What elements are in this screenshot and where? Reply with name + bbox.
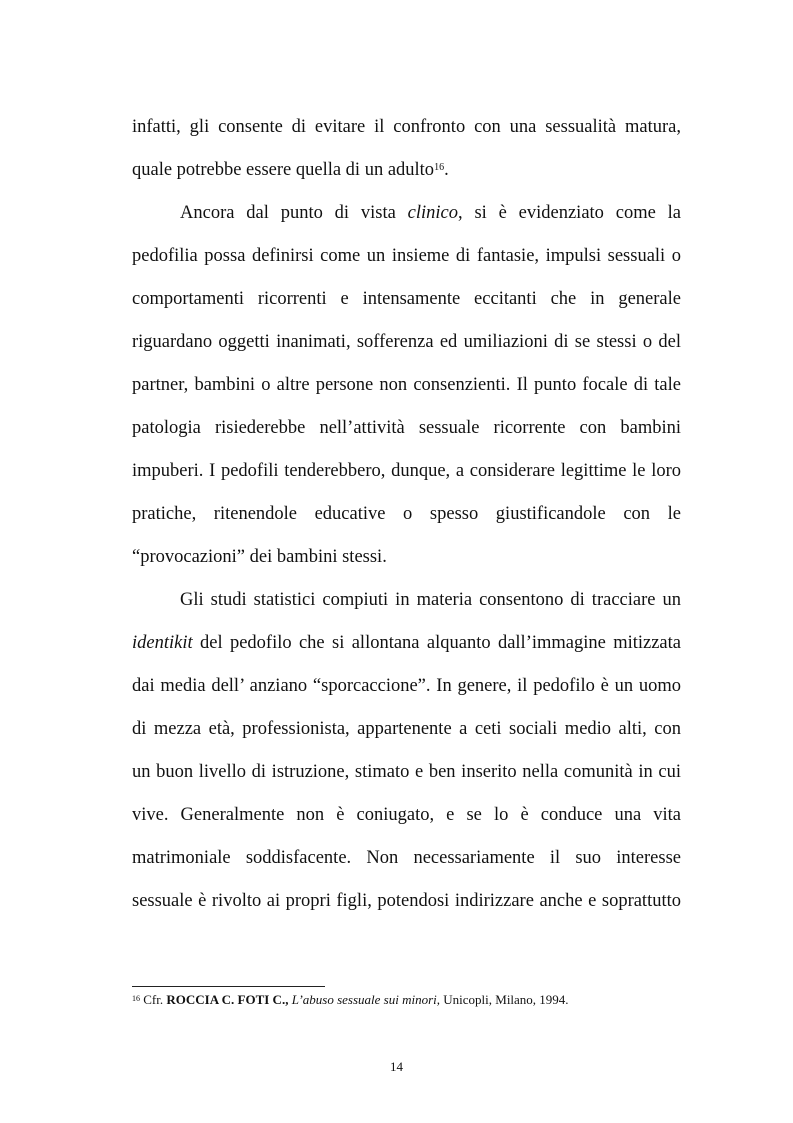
paragraph-2-line-7: impuberi. I pedofili tenderebbero, dunque, a considerare legittime le loro	[132, 461, 681, 481]
paragraph-1-line-2-end: .	[444, 160, 449, 180]
footnote-authors: ROCCIA C. FOTI C.,	[166, 992, 289, 1007]
paragraph-2-line-1-a: Ancora dal punto di vista	[180, 203, 408, 223]
paragraph-1-line-2	[132, 159, 681, 181]
footnote-reference: 16	[434, 162, 445, 173]
paragraph-2-line-1-emphasis: clinico	[407, 203, 458, 223]
footnote-number: 16	[132, 994, 140, 1003]
footnote-prefix: Cfr.	[140, 992, 167, 1007]
paragraph-3-line-7: matrimoniale soddisfacente. Non necessariamente il suo interesse	[132, 848, 681, 868]
paragraph-3-line-6: vive. Generalmente non è coniugato, e se lo è conduce una vita	[132, 805, 681, 825]
paragraph-3-line-5: un buon livello di istruzione, stimato e ben inserito nella comunità in cui	[132, 762, 681, 782]
paragraph-2-line-2: pedofilia possa definirsi come un insieme di fantasie, impulsi sessuali o	[132, 246, 681, 266]
paragraph-3-line-2-rest: del pedofilo che si allontana alquanto dall’immagine mitizzata	[192, 633, 681, 653]
paragraph-2-line-9: “provocazioni” dei bambini stessi.	[132, 547, 387, 567]
paragraph-3-line-1: Gli studi statistici compiuti in materia consentono di tracciare un	[180, 590, 681, 610]
paragraph-1-line-2-text: quale potrebbe essere quella di un adulto	[132, 160, 435, 180]
page-number: 14	[390, 1059, 403, 1074]
paragraph-3-line-2-emphasis: identikit	[132, 633, 193, 653]
paragraph-2-line-3: comportamenti ricorrenti e intensamente eccitanti che in generale	[132, 289, 681, 309]
paragraph-3-line-3: dai media dell’ anziano “sporcaccione”. In genere, il pedofilo è un uomo	[132, 676, 681, 696]
paragraph-2-line-4: riguardano oggetti inanimati, sofferenza ed umiliazioni di se stessi o del	[132, 332, 681, 352]
paragraph-2-line-6: patologia risiederebbe nell’attività sessuale ricorrente con bambini	[132, 418, 681, 438]
paragraph-3-line-8: sessuale è rivolto ai propri figli, potendosi indirizzare anche e soprattutto	[132, 891, 681, 911]
paragraph-2-line-1	[180, 202, 681, 224]
paragraph-3-line-2	[132, 632, 681, 654]
paragraph-2-line-8: pratiche, ritenendole educative o spesso giustificandole con le	[132, 504, 681, 524]
footnote-title: L’abuso sessuale sui minori,	[288, 992, 441, 1007]
footnote	[132, 992, 569, 1008]
paragraph-2-line-1-b: , si è evidenziato come la	[458, 203, 681, 223]
footnote-publisher: Unicopli, Milano, 1994.	[440, 992, 569, 1007]
paragraph-1-line-1: infatti, gli consente di evitare il confronto con una sessualità matura,	[132, 117, 681, 137]
footnote-separator	[132, 986, 325, 987]
paragraph-2-line-5: partner, bambini o altre persone non consenzienti. Il punto focale di tale	[132, 375, 681, 395]
paragraph-3-line-4: di mezza età, professionista, appartenente a ceti sociali medio alti, con	[132, 719, 681, 739]
